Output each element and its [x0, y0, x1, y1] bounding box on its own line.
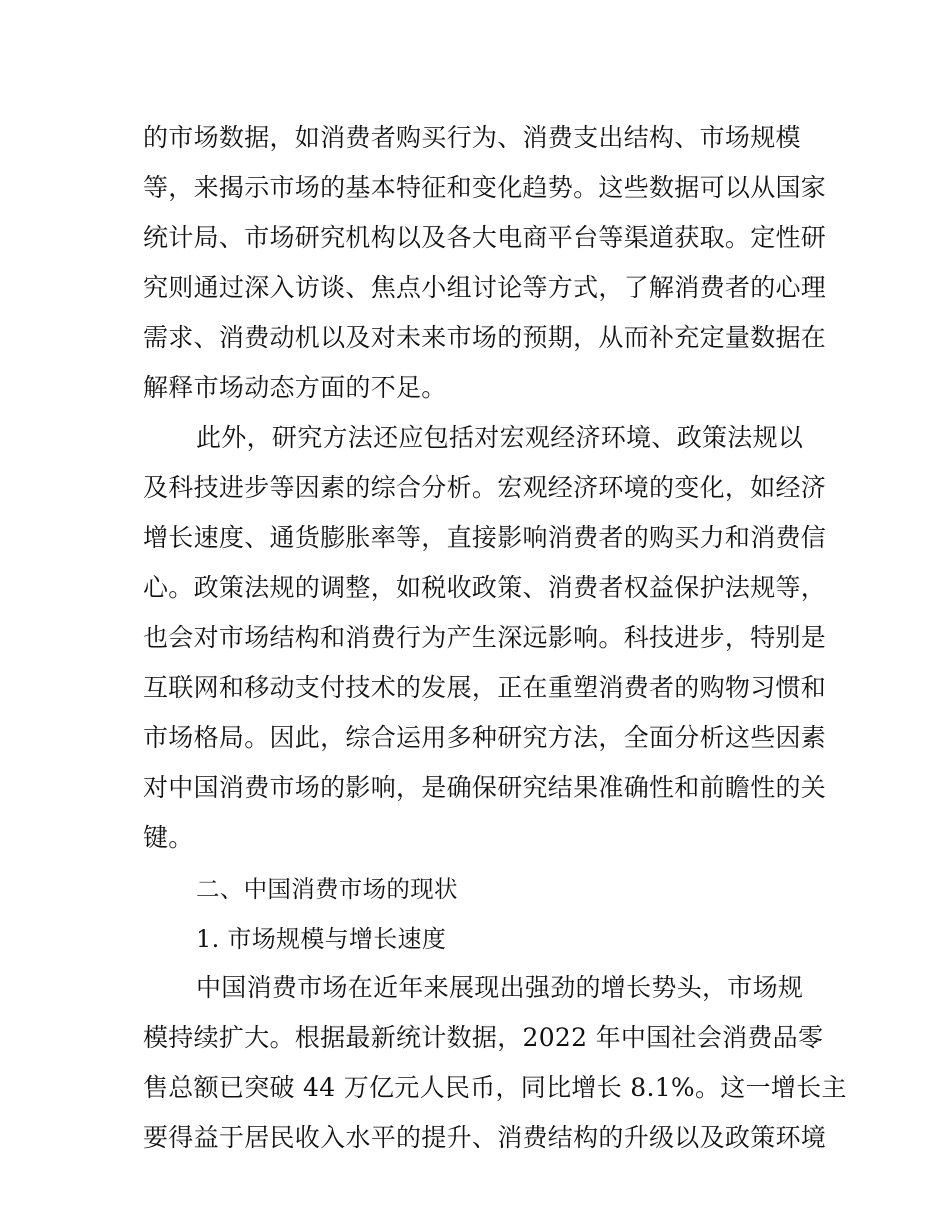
paragraph-2-line-5: 也会对市场结构和消费行为产生深远影响。科技进步，特别是: [143, 623, 827, 652]
paragraph-2-line-8: 对中国消费市场的影响，是确保研究结果准确性和前瞻性的关: [143, 773, 827, 802]
paragraph-1-line-6: 解释市场动态方面的不足。: [143, 373, 447, 402]
paragraph-2-line-7: 市场格局。因此，综合运用多种研究方法，全面分析这些因素: [143, 723, 827, 752]
paragraph-3-line-3: 售总额已突破 44 万亿元人民币，同比增长 8.1%。这一增长主: [143, 1073, 847, 1102]
paragraph-1-line-2: 等，来揭示市场的基本特征和变化趋势。这些数据可以从国家: [143, 173, 827, 202]
paragraph-1-line-5: 需求、消费动机以及对未来市场的预期，从而补充定量数据在: [143, 323, 827, 352]
paragraph-2-line-9: 键。: [143, 823, 194, 852]
paragraph-3-line-1: 中国消费市场在近年来展现出强劲的增长势头，市场规: [196, 973, 804, 1002]
paragraph-3-line-2: 模持续扩大。根据最新统计数据，2022 年中国社会消费品零: [143, 1023, 824, 1052]
paragraph-2-line-2: 及科技进步等因素的综合分析。宏观经济环境的变化，如经济: [143, 473, 827, 502]
paragraph-2-line-1: 此外，研究方法还应包括对宏观经济环境、政策法规以: [196, 423, 804, 452]
paragraph-2-line-6: 互联网和移动支付技术的发展，正在重塑消费者的购物习惯和: [143, 673, 827, 702]
paragraph-2-line-3: 增长速度、通货膨胀率等，直接影响消费者的购买力和消费信: [143, 523, 827, 552]
section-heading: 二、中国消费市场的现状: [196, 875, 458, 903]
subsection-heading: 1. 市场规模与增长速度: [196, 925, 447, 953]
paragraph-1-line-1: 的市场数据，如消费者购买行为、消费支出结构、市场规模: [143, 123, 801, 152]
paragraph-1-line-3: 统计局、市场研究机构以及各大电商平台等渠道获取。定性研: [143, 223, 827, 252]
paragraph-2-line-4: 心。政策法规的调整，如税收政策、消费者权益保护法规等，: [143, 573, 827, 602]
paragraph-1-line-4: 究则通过深入访谈、焦点小组讨论等方式，了解消费者的心理: [143, 273, 827, 302]
paragraph-3-line-4: 要得益于居民收入水平的提升、消费结构的升级以及政策环境: [143, 1123, 827, 1152]
